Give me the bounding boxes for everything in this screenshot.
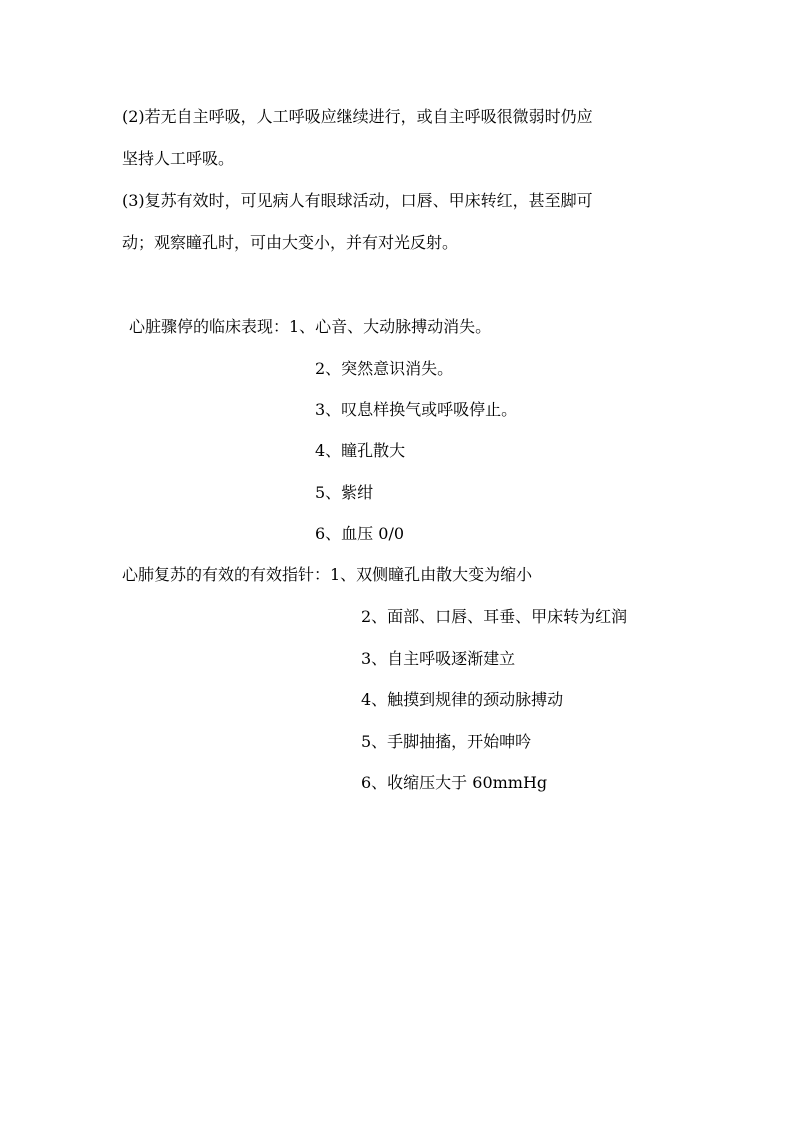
list-item: 4、瞳孔散大	[315, 441, 406, 460]
list-item: 4、触摸到规律的颈动脉搏动	[361, 690, 564, 709]
list-item: 5、紫绀	[315, 483, 374, 502]
list-item: 6、血压 0/0	[315, 524, 405, 543]
cpr-effective-heading: 心肺复苏的有效的有效指针：1、双侧瞳孔由散大变为缩小	[122, 565, 533, 584]
list-item: 3、自主呼吸逐渐建立	[361, 649, 516, 668]
paragraph-2-line-1: (2)若无自主呼吸，人工呼吸应继续进行，或自主呼吸很微弱时仍应	[122, 107, 593, 126]
paragraph-2-line-2: 坚持人工呼吸。	[122, 149, 235, 168]
cardiac-arrest-heading: 心脏骤停的临床表现：1、心音、大动脉搏动消失。	[129, 317, 492, 336]
list-item: 2、面部、口唇、耳垂、甲床转为红润	[361, 607, 628, 626]
list-item: 3、叹息样换气或呼吸停止。	[315, 400, 518, 419]
list-item: 6、收缩压大于 60mmHg	[361, 773, 548, 792]
paragraph-3-line-1: (3)复苏有效时，可见病人有眼球活动，口唇、甲床转红，甚至脚可	[122, 191, 593, 210]
paragraph-3-line-2: 动；观察瞳孔时，可由大变小，并有对光反射。	[122, 233, 459, 252]
list-item: 5、手脚抽搐，开始呻吟	[361, 732, 532, 751]
list-item: 2、突然意识消失。	[315, 359, 454, 378]
